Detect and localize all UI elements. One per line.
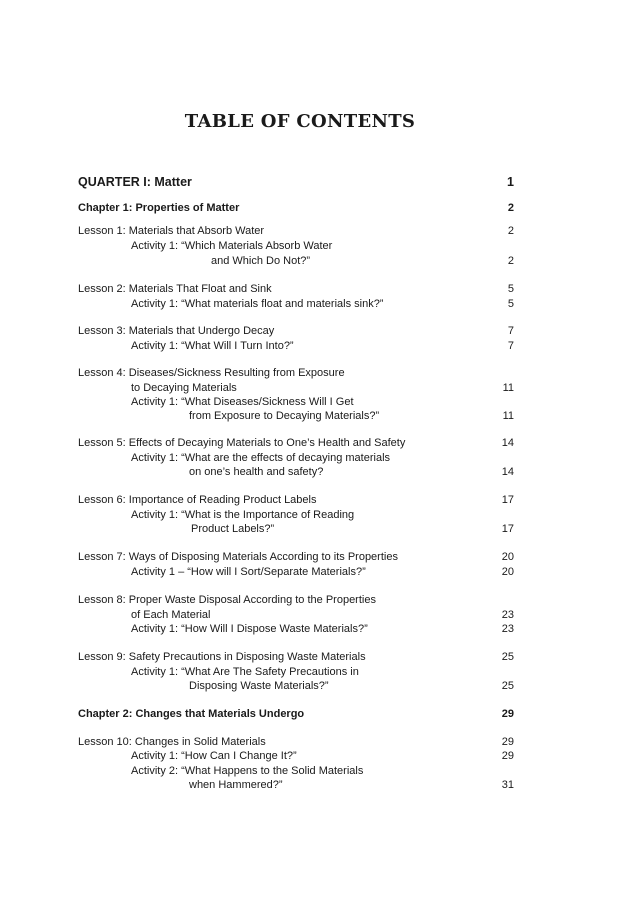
toc-entry-text: Lesson 6: Importance of Reading Product Labels xyxy=(78,494,317,506)
toc-page-number: 20 xyxy=(501,551,514,563)
toc-lesson-entry xyxy=(78,436,514,451)
toc-page-number: 1 xyxy=(507,175,514,189)
toc-page-number: 23 xyxy=(501,623,514,635)
toc-activity-continuation xyxy=(78,679,514,694)
toc-entry-text: Lesson 10: Changes in Solid Materials xyxy=(78,736,266,748)
toc-entry-text: to Decaying Materials xyxy=(131,382,237,394)
toc-page-number: 29 xyxy=(501,736,514,748)
toc-page-number: 7 xyxy=(507,325,514,337)
toc-page-number: 5 xyxy=(507,283,514,295)
toc-entry-text: Disposing Waste Materials?” xyxy=(189,680,329,692)
toc-page-number: 23 xyxy=(501,609,514,621)
toc-activity-entry xyxy=(78,395,514,410)
toc-lesson-entry xyxy=(78,493,514,508)
toc-page-number: 17 xyxy=(501,523,514,535)
toc-entry-text: Activity 1: “Which Materials Absorb Water xyxy=(131,240,333,252)
toc-entry-text: Lesson 1: Materials that Absorb Water xyxy=(78,225,265,237)
toc-entry-text: Lesson 8: Proper Waste Disposal According to the Properties xyxy=(78,594,376,606)
toc-lesson-continuation xyxy=(78,381,514,396)
toc-activity-entry xyxy=(78,622,514,637)
toc-activity-continuation xyxy=(78,409,514,424)
toc-page-number: 25 xyxy=(501,680,514,692)
toc-page-number: 2 xyxy=(507,202,514,214)
toc-page-number: 20 xyxy=(501,566,514,578)
toc-page-number: 14 xyxy=(501,466,514,478)
toc-activity-entry xyxy=(78,665,514,680)
toc-entry-text: from Exposure to Decaying Materials?” xyxy=(189,410,380,422)
toc-lesson-entry xyxy=(78,650,514,665)
toc-activity-entry xyxy=(78,565,514,580)
toc-lesson-entry xyxy=(78,324,514,339)
toc-lesson-entry xyxy=(78,593,514,608)
toc-page-number: 29 xyxy=(501,708,514,720)
toc-entry-text: Lesson 5: Effects of Decaying Materials to One’s Health and Safety xyxy=(78,437,406,449)
toc-activity-entry xyxy=(78,749,514,764)
toc-entry-text: Activity 1: “What Are The Safety Precautions in xyxy=(131,666,359,678)
toc-chapter-heading xyxy=(78,707,514,722)
toc-page-number: 11 xyxy=(502,410,514,422)
toc-chapter-heading xyxy=(78,201,514,216)
toc-entry-text: Activity 1: “How Can I Change It?” xyxy=(131,750,297,762)
toc-lesson-entry xyxy=(78,550,514,565)
toc-quarter-heading xyxy=(78,175,514,190)
toc-entry-text: Product Labels?” xyxy=(191,523,275,535)
toc-page-number: 25 xyxy=(501,651,514,663)
toc-entry-text: Activity 1: “What materials float and materials sink?” xyxy=(131,298,384,310)
toc-activity-continuation xyxy=(78,778,514,793)
toc-page-number: 14 xyxy=(501,437,514,449)
toc-entry-text: Activity 1: “What are the effects of decaying materials xyxy=(131,452,391,464)
toc-entry-text: Activity 1: “What Will I Turn Into?” xyxy=(131,340,294,352)
toc-activity-continuation xyxy=(78,254,514,269)
toc-activity-entry xyxy=(78,451,514,466)
toc-lesson-entry xyxy=(78,735,514,750)
toc-entry-text: Chapter 2: Changes that Materials Undergo xyxy=(78,708,305,720)
page-title: TABLE OF CONTENTS xyxy=(184,111,416,132)
toc-page-number: 5 xyxy=(507,298,514,310)
toc-entry-text: Activity 1 – “How will I Sort/Separate Materials?” xyxy=(131,566,366,578)
toc-page-number: 17 xyxy=(501,494,514,506)
toc-page-number: 31 xyxy=(501,779,514,791)
toc-entry-text: on one’s health and safety? xyxy=(189,466,324,478)
toc-lesson-entry xyxy=(78,366,514,381)
toc-page-number: 2 xyxy=(507,255,514,267)
toc-entry-text: of Each Material xyxy=(131,609,211,621)
toc-activity-entry xyxy=(78,297,514,312)
toc-page-number: 7 xyxy=(507,340,514,352)
toc-lesson-continuation xyxy=(78,608,514,623)
toc-entry-text: Lesson 7: Ways of Disposing Materials According to its Properties xyxy=(78,551,398,563)
toc-activity-entry xyxy=(78,239,514,254)
toc-activity-continuation xyxy=(78,465,514,480)
toc-entry-text: QUARTER I: Matter xyxy=(78,175,192,189)
toc-entry-text: Lesson 4: Diseases/Sickness Resulting from Exposure xyxy=(78,367,345,379)
toc-entry-text: Chapter 1: Properties of Matter xyxy=(78,202,240,214)
toc-lesson-entry xyxy=(78,224,514,239)
toc-lesson-entry xyxy=(78,282,514,297)
toc-activity-entry xyxy=(78,508,514,523)
toc-entry-text: Lesson 9: Safety Precautions in Disposing Waste Materials xyxy=(78,651,366,663)
toc-activity-continuation xyxy=(78,522,514,537)
toc-page-number: 2 xyxy=(507,225,514,237)
toc-entry-text: Activity 1: “How Will I Dispose Waste Materials?” xyxy=(131,623,368,635)
toc-entry-text: Activity 1: “What Diseases/Sickness Will I Get xyxy=(131,396,354,408)
toc-entry-text: and Which Do Not?” xyxy=(211,255,311,267)
toc-entry-text: when Hammered?” xyxy=(189,779,283,791)
toc-entry-text: Activity 1: “What is the Importance of Reading xyxy=(131,509,355,521)
toc-activity-entry xyxy=(78,339,514,354)
toc-activity-entry xyxy=(78,764,514,779)
toc-page-number: 29 xyxy=(501,750,514,762)
toc-entry-text: Lesson 3: Materials that Undergo Decay xyxy=(78,325,275,337)
toc-entry-text: Lesson 2: Materials That Float and Sink xyxy=(78,283,272,295)
toc-entry-text: Activity 2: “What Happens to the Solid Materials xyxy=(131,765,364,777)
toc-page-number: 11 xyxy=(502,382,514,394)
